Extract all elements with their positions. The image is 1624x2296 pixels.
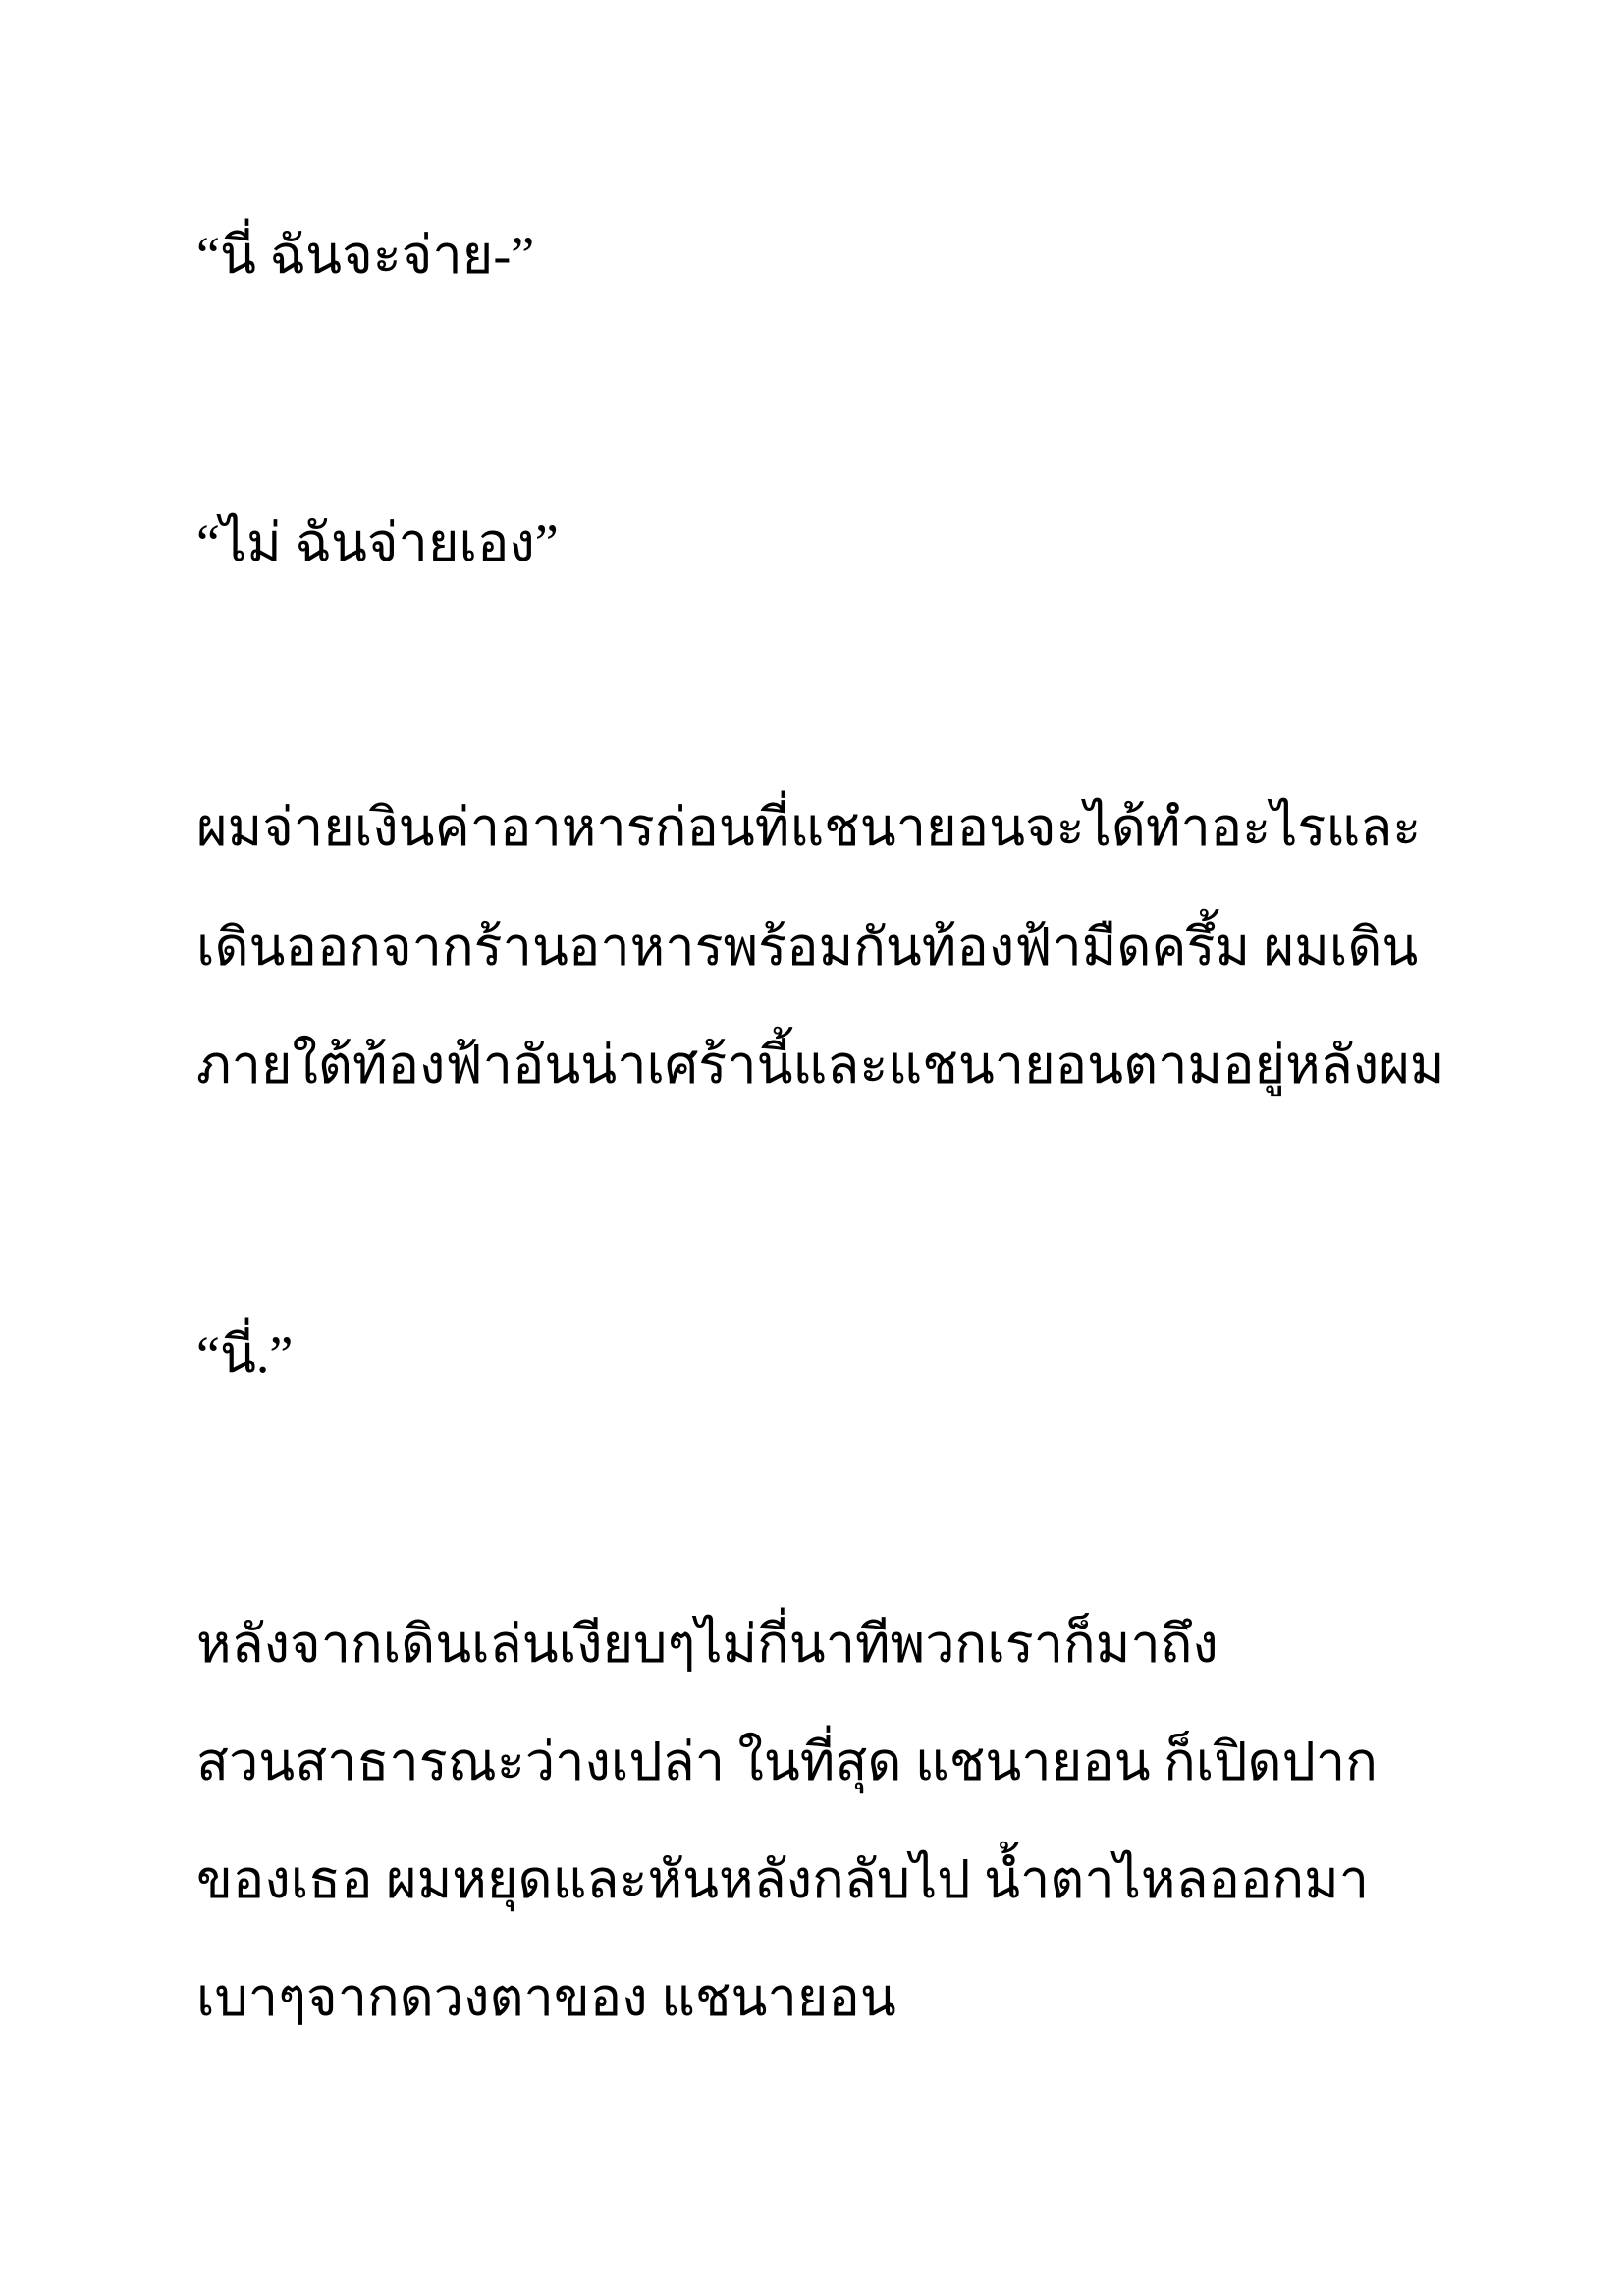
- text-line: ของเธอ ผมหยุดและหันหลังกลับไป น้ำตาไหลออกมา: [196, 1850, 1370, 1909]
- text-line: “นี่ ฉันจะจ่าย-”: [196, 226, 535, 285]
- text-line: หลังจากเดินเล่นเงียบๆไม่กี่นาทีพวกเราก็มาถึง: [196, 1615, 1218, 1674]
- text-line: สวนสาธารณะว่างเปล่า ในที่สุด แชนายอน ก็เปิดปาก: [196, 1733, 1378, 1791]
- text-line: ภายใต้ท้องฟ้าอันน่าเศร้านี้และแชนายอนตามอยู่หลังผม: [196, 1036, 1445, 1095]
- text-line: เบาๆจากดวงตาของ แชนายอน: [196, 1968, 896, 2027]
- text-line: ผมจ่ายเงินค่าอาหารก่อนที่แชนายอนจะได้ทำอะไรและ: [196, 798, 1422, 857]
- text-line: “ไม่ ฉันจ่ายเอง”: [196, 513, 559, 572]
- text-line: เดินออกจากร้านอาหารพร้อมกันท้องฟ้ามืดครึ้ม ผมเดิน: [196, 918, 1419, 977]
- text-line: “นี่.”: [196, 1325, 294, 1384]
